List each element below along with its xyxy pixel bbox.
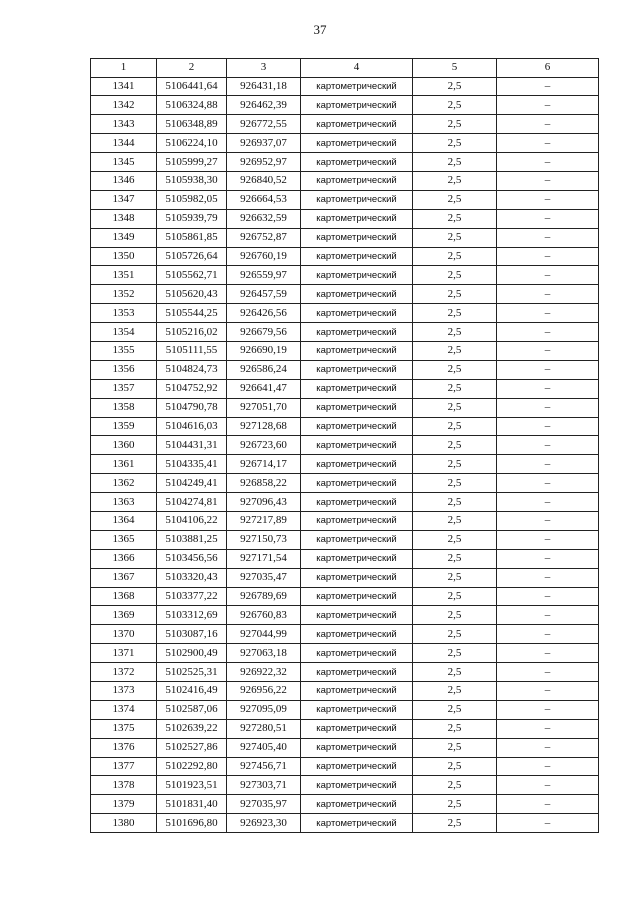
y-coordinate-cell: 926641,47 xyxy=(227,379,301,398)
table-row xyxy=(91,455,599,474)
accuracy-cell: 2,5 xyxy=(413,209,497,228)
accuracy-cell: 2,5 xyxy=(413,814,497,833)
table-row xyxy=(91,511,599,530)
y-coordinate-cell: 926752,87 xyxy=(227,228,301,247)
method-cell: картометрический xyxy=(301,719,413,738)
table-row xyxy=(91,115,599,134)
point-number-cell: 1370 xyxy=(91,625,157,644)
point-number-cell: 1353 xyxy=(91,304,157,323)
note-cell: – xyxy=(497,568,599,587)
column-header-5: 5 xyxy=(413,59,497,78)
note-cell: – xyxy=(497,190,599,209)
accuracy-cell: 2,5 xyxy=(413,134,497,153)
x-coordinate-cell: 5104431,31 xyxy=(157,436,227,455)
x-coordinate-cell: 5105620,43 xyxy=(157,285,227,304)
point-number-cell: 1344 xyxy=(91,134,157,153)
note-cell: – xyxy=(497,700,599,719)
point-number-cell: 1361 xyxy=(91,455,157,474)
column-header-2: 2 xyxy=(157,59,227,78)
table-row xyxy=(91,795,599,814)
accuracy-cell: 2,5 xyxy=(413,625,497,644)
x-coordinate-cell: 5101923,51 xyxy=(157,776,227,795)
y-coordinate-cell: 926586,24 xyxy=(227,360,301,379)
method-cell: картометрический xyxy=(301,134,413,153)
y-coordinate-cell: 926457,59 xyxy=(227,285,301,304)
table-row xyxy=(91,530,599,549)
method-cell: картометрический xyxy=(301,190,413,209)
method-cell: картометрический xyxy=(301,568,413,587)
table-row xyxy=(91,360,599,379)
table-row xyxy=(91,77,599,96)
accuracy-cell: 2,5 xyxy=(413,304,497,323)
accuracy-cell: 2,5 xyxy=(413,795,497,814)
accuracy-cell: 2,5 xyxy=(413,493,497,512)
point-number-cell: 1363 xyxy=(91,493,157,512)
x-coordinate-cell: 5105111,55 xyxy=(157,341,227,360)
point-number-cell: 1360 xyxy=(91,436,157,455)
x-coordinate-cell: 5105726,64 xyxy=(157,247,227,266)
accuracy-cell: 2,5 xyxy=(413,171,497,190)
note-cell: – xyxy=(497,644,599,663)
table-row xyxy=(91,682,599,701)
y-coordinate-cell: 927303,71 xyxy=(227,776,301,795)
y-coordinate-cell: 926679,56 xyxy=(227,323,301,342)
accuracy-cell: 2,5 xyxy=(413,511,497,530)
note-cell: – xyxy=(497,417,599,436)
table-row xyxy=(91,814,599,833)
table-row xyxy=(91,304,599,323)
method-cell: картометрический xyxy=(301,115,413,134)
method-cell: картометрический xyxy=(301,474,413,493)
accuracy-cell: 2,5 xyxy=(413,776,497,795)
y-coordinate-cell: 926937,07 xyxy=(227,134,301,153)
method-cell: картометрический xyxy=(301,96,413,115)
accuracy-cell: 2,5 xyxy=(413,266,497,285)
point-number-cell: 1358 xyxy=(91,398,157,417)
table-row xyxy=(91,171,599,190)
point-number-cell: 1379 xyxy=(91,795,157,814)
page-number: 37 xyxy=(313,22,327,37)
point-number-cell: 1378 xyxy=(91,776,157,795)
point-number-cell: 1359 xyxy=(91,417,157,436)
table-row xyxy=(91,738,599,757)
method-cell: картометрический xyxy=(301,266,413,285)
table-row xyxy=(91,341,599,360)
accuracy-cell: 2,5 xyxy=(413,228,497,247)
method-cell: картометрический xyxy=(301,379,413,398)
note-cell: – xyxy=(497,379,599,398)
accuracy-cell: 2,5 xyxy=(413,96,497,115)
table-row xyxy=(91,266,599,285)
note-cell: – xyxy=(497,153,599,172)
method-cell: картометрический xyxy=(301,247,413,266)
note-cell: – xyxy=(497,474,599,493)
table-row xyxy=(91,436,599,455)
method-cell: картометрический xyxy=(301,171,413,190)
table-row xyxy=(91,247,599,266)
x-coordinate-cell: 5104249,41 xyxy=(157,474,227,493)
accuracy-cell: 2,5 xyxy=(413,398,497,417)
method-cell: картометрический xyxy=(301,757,413,776)
note-cell: – xyxy=(497,814,599,833)
accuracy-cell: 2,5 xyxy=(413,719,497,738)
method-cell: картометрический xyxy=(301,493,413,512)
method-cell: картометрический xyxy=(301,587,413,606)
x-coordinate-cell: 5104106,22 xyxy=(157,511,227,530)
table-row xyxy=(91,587,599,606)
table-row xyxy=(91,663,599,682)
method-cell: картометрический xyxy=(301,209,413,228)
y-coordinate-cell: 927044,99 xyxy=(227,625,301,644)
method-cell: картометрический xyxy=(301,682,413,701)
point-number-cell: 1362 xyxy=(91,474,157,493)
point-number-cell: 1348 xyxy=(91,209,157,228)
y-coordinate-cell: 927096,43 xyxy=(227,493,301,512)
y-coordinate-cell: 926664,53 xyxy=(227,190,301,209)
point-number-cell: 1357 xyxy=(91,379,157,398)
method-cell: картометрический xyxy=(301,625,413,644)
point-number-cell: 1343 xyxy=(91,115,157,134)
column-header-6: 6 xyxy=(497,59,599,78)
y-coordinate-cell: 926723,60 xyxy=(227,436,301,455)
x-coordinate-cell: 5105216,02 xyxy=(157,323,227,342)
note-cell: – xyxy=(497,549,599,568)
accuracy-cell: 2,5 xyxy=(413,474,497,493)
note-cell: – xyxy=(497,171,599,190)
note-cell: – xyxy=(497,228,599,247)
x-coordinate-cell: 5105562,71 xyxy=(157,266,227,285)
y-coordinate-cell: 927217,89 xyxy=(227,511,301,530)
x-coordinate-cell: 5103881,25 xyxy=(157,530,227,549)
x-coordinate-cell: 5104790,78 xyxy=(157,398,227,417)
y-coordinate-cell: 926772,55 xyxy=(227,115,301,134)
note-cell: – xyxy=(497,266,599,285)
method-cell: картометрический xyxy=(301,341,413,360)
method-cell: картометрический xyxy=(301,738,413,757)
accuracy-cell: 2,5 xyxy=(413,153,497,172)
note-cell: – xyxy=(497,285,599,304)
x-coordinate-cell: 5103320,43 xyxy=(157,568,227,587)
y-coordinate-cell: 926426,56 xyxy=(227,304,301,323)
accuracy-cell: 2,5 xyxy=(413,115,497,134)
y-coordinate-cell: 927171,54 xyxy=(227,549,301,568)
x-coordinate-cell: 5102900,49 xyxy=(157,644,227,663)
accuracy-cell: 2,5 xyxy=(413,417,497,436)
x-coordinate-cell: 5101696,80 xyxy=(157,814,227,833)
x-coordinate-cell: 5105544,25 xyxy=(157,304,227,323)
y-coordinate-cell: 927095,09 xyxy=(227,700,301,719)
point-number-cell: 1349 xyxy=(91,228,157,247)
table-row xyxy=(91,568,599,587)
point-number-cell: 1350 xyxy=(91,247,157,266)
column-header-3: 3 xyxy=(227,59,301,78)
table-row xyxy=(91,700,599,719)
point-number-cell: 1345 xyxy=(91,153,157,172)
method-cell: картометрический xyxy=(301,398,413,417)
point-number-cell: 1356 xyxy=(91,360,157,379)
method-cell: картометрический xyxy=(301,304,413,323)
accuracy-cell: 2,5 xyxy=(413,606,497,625)
table-row xyxy=(91,417,599,436)
method-cell: картометрический xyxy=(301,436,413,455)
method-cell: картометрический xyxy=(301,285,413,304)
accuracy-cell: 2,5 xyxy=(413,247,497,266)
note-cell: – xyxy=(497,530,599,549)
y-coordinate-cell: 926632,59 xyxy=(227,209,301,228)
method-cell: картометрический xyxy=(301,228,413,247)
x-coordinate-cell: 5105861,85 xyxy=(157,228,227,247)
method-cell: картометрический xyxy=(301,77,413,96)
accuracy-cell: 2,5 xyxy=(413,455,497,474)
accuracy-cell: 2,5 xyxy=(413,757,497,776)
note-cell: – xyxy=(497,247,599,266)
y-coordinate-cell: 927051,70 xyxy=(227,398,301,417)
accuracy-cell: 2,5 xyxy=(413,285,497,304)
x-coordinate-cell: 5102527,86 xyxy=(157,738,227,757)
y-coordinate-cell: 926858,22 xyxy=(227,474,301,493)
point-number-cell: 1369 xyxy=(91,606,157,625)
note-cell: – xyxy=(497,455,599,474)
y-coordinate-cell: 926789,69 xyxy=(227,587,301,606)
accuracy-cell: 2,5 xyxy=(413,323,497,342)
table-row xyxy=(91,323,599,342)
note-cell: – xyxy=(497,341,599,360)
point-number-cell: 1347 xyxy=(91,190,157,209)
method-cell: картометрический xyxy=(301,814,413,833)
y-coordinate-cell: 927150,73 xyxy=(227,530,301,549)
y-coordinate-cell: 926956,22 xyxy=(227,682,301,701)
note-cell: – xyxy=(497,606,599,625)
table-row xyxy=(91,644,599,663)
x-coordinate-cell: 5103377,22 xyxy=(157,587,227,606)
method-cell: картометрический xyxy=(301,549,413,568)
table-header-row xyxy=(91,59,599,78)
x-coordinate-cell: 5103456,56 xyxy=(157,549,227,568)
table-row xyxy=(91,209,599,228)
y-coordinate-cell: 927128,68 xyxy=(227,417,301,436)
column-header-4: 4 xyxy=(301,59,413,78)
y-coordinate-cell: 926559,97 xyxy=(227,266,301,285)
accuracy-cell: 2,5 xyxy=(413,587,497,606)
point-number-cell: 1351 xyxy=(91,266,157,285)
y-coordinate-cell: 927035,97 xyxy=(227,795,301,814)
note-cell: – xyxy=(497,115,599,134)
point-number-cell: 1342 xyxy=(91,96,157,115)
y-coordinate-cell: 926952,97 xyxy=(227,153,301,172)
point-number-cell: 1364 xyxy=(91,511,157,530)
point-number-cell: 1377 xyxy=(91,757,157,776)
table-row xyxy=(91,757,599,776)
table-row xyxy=(91,606,599,625)
y-coordinate-cell: 926923,30 xyxy=(227,814,301,833)
note-cell: – xyxy=(497,360,599,379)
x-coordinate-cell: 5105939,79 xyxy=(157,209,227,228)
method-cell: картометрический xyxy=(301,606,413,625)
accuracy-cell: 2,5 xyxy=(413,341,497,360)
x-coordinate-cell: 5104752,92 xyxy=(157,379,227,398)
y-coordinate-cell: 926714,17 xyxy=(227,455,301,474)
note-cell: – xyxy=(497,77,599,96)
table-row xyxy=(91,285,599,304)
table-row xyxy=(91,190,599,209)
y-coordinate-cell: 926690,19 xyxy=(227,341,301,360)
point-number-cell: 1373 xyxy=(91,682,157,701)
x-coordinate-cell: 5102639,22 xyxy=(157,719,227,738)
note-cell: – xyxy=(497,795,599,814)
accuracy-cell: 2,5 xyxy=(413,77,497,96)
table-row xyxy=(91,96,599,115)
table-row xyxy=(91,493,599,512)
note-cell: – xyxy=(497,776,599,795)
x-coordinate-cell: 5106441,64 xyxy=(157,77,227,96)
column-header-1: 1 xyxy=(91,59,157,78)
x-coordinate-cell: 5105999,27 xyxy=(157,153,227,172)
x-coordinate-cell: 5106224,10 xyxy=(157,134,227,153)
note-cell: – xyxy=(497,682,599,701)
point-number-cell: 1374 xyxy=(91,700,157,719)
y-coordinate-cell: 926760,19 xyxy=(227,247,301,266)
point-number-cell: 1366 xyxy=(91,549,157,568)
method-cell: картометрический xyxy=(301,511,413,530)
accuracy-cell: 2,5 xyxy=(413,379,497,398)
accuracy-cell: 2,5 xyxy=(413,360,497,379)
note-cell: – xyxy=(497,757,599,776)
accuracy-cell: 2,5 xyxy=(413,644,497,663)
point-number-cell: 1367 xyxy=(91,568,157,587)
table-row xyxy=(91,474,599,493)
point-number-cell: 1380 xyxy=(91,814,157,833)
table-body xyxy=(91,77,599,833)
x-coordinate-cell: 5102416,49 xyxy=(157,682,227,701)
y-coordinate-cell: 926760,83 xyxy=(227,606,301,625)
method-cell: картометрический xyxy=(301,776,413,795)
note-cell: – xyxy=(497,625,599,644)
note-cell: – xyxy=(497,587,599,606)
x-coordinate-cell: 5106348,89 xyxy=(157,115,227,134)
y-coordinate-cell: 927035,47 xyxy=(227,568,301,587)
x-coordinate-cell: 5104274,81 xyxy=(157,493,227,512)
y-coordinate-cell: 927280,51 xyxy=(227,719,301,738)
y-coordinate-cell: 926840,52 xyxy=(227,171,301,190)
note-cell: – xyxy=(497,436,599,455)
accuracy-cell: 2,5 xyxy=(413,568,497,587)
point-number-cell: 1365 xyxy=(91,530,157,549)
coordinates-table xyxy=(90,58,599,833)
note-cell: – xyxy=(497,304,599,323)
y-coordinate-cell: 927063,18 xyxy=(227,644,301,663)
x-coordinate-cell: 5102292,80 xyxy=(157,757,227,776)
accuracy-cell: 2,5 xyxy=(413,530,497,549)
point-number-cell: 1375 xyxy=(91,719,157,738)
point-number-cell: 1346 xyxy=(91,171,157,190)
point-number-cell: 1371 xyxy=(91,644,157,663)
x-coordinate-cell: 5105938,30 xyxy=(157,171,227,190)
table-row xyxy=(91,398,599,417)
table-row xyxy=(91,134,599,153)
table-row xyxy=(91,153,599,172)
method-cell: картометрический xyxy=(301,323,413,342)
accuracy-cell: 2,5 xyxy=(413,738,497,757)
point-number-cell: 1355 xyxy=(91,341,157,360)
note-cell: – xyxy=(497,511,599,530)
table-row xyxy=(91,719,599,738)
table-row xyxy=(91,625,599,644)
table-row xyxy=(91,228,599,247)
y-coordinate-cell: 927405,40 xyxy=(227,738,301,757)
accuracy-cell: 2,5 xyxy=(413,190,497,209)
point-number-cell: 1352 xyxy=(91,285,157,304)
x-coordinate-cell: 5105982,05 xyxy=(157,190,227,209)
note-cell: – xyxy=(497,493,599,512)
point-number-cell: 1341 xyxy=(91,77,157,96)
table-row xyxy=(91,549,599,568)
note-cell: – xyxy=(497,134,599,153)
note-cell: – xyxy=(497,398,599,417)
x-coordinate-cell: 5103087,16 xyxy=(157,625,227,644)
x-coordinate-cell: 5101831,40 xyxy=(157,795,227,814)
method-cell: картометрический xyxy=(301,153,413,172)
accuracy-cell: 2,5 xyxy=(413,700,497,719)
table-row xyxy=(91,379,599,398)
x-coordinate-cell: 5104335,41 xyxy=(157,455,227,474)
y-coordinate-cell: 926922,32 xyxy=(227,663,301,682)
point-number-cell: 1376 xyxy=(91,738,157,757)
y-coordinate-cell: 926462,39 xyxy=(227,96,301,115)
method-cell: картометрический xyxy=(301,644,413,663)
x-coordinate-cell: 5102587,06 xyxy=(157,700,227,719)
x-coordinate-cell: 5104824,73 xyxy=(157,360,227,379)
method-cell: картометрический xyxy=(301,455,413,474)
note-cell: – xyxy=(497,719,599,738)
x-coordinate-cell: 5102525,31 xyxy=(157,663,227,682)
point-number-cell: 1372 xyxy=(91,663,157,682)
note-cell: – xyxy=(497,209,599,228)
accuracy-cell: 2,5 xyxy=(413,682,497,701)
x-coordinate-cell: 5103312,69 xyxy=(157,606,227,625)
y-coordinate-cell: 927456,71 xyxy=(227,757,301,776)
note-cell: – xyxy=(497,738,599,757)
accuracy-cell: 2,5 xyxy=(413,549,497,568)
method-cell: картометрический xyxy=(301,795,413,814)
x-coordinate-cell: 5104616,03 xyxy=(157,417,227,436)
point-number-cell: 1354 xyxy=(91,323,157,342)
method-cell: картометрический xyxy=(301,700,413,719)
method-cell: картометрический xyxy=(301,530,413,549)
table-row xyxy=(91,776,599,795)
method-cell: картометрический xyxy=(301,663,413,682)
note-cell: – xyxy=(497,96,599,115)
accuracy-cell: 2,5 xyxy=(413,436,497,455)
note-cell: – xyxy=(497,323,599,342)
method-cell: картометрический xyxy=(301,360,413,379)
note-cell: – xyxy=(497,663,599,682)
point-number-cell: 1368 xyxy=(91,587,157,606)
x-coordinate-cell: 5106324,88 xyxy=(157,96,227,115)
y-coordinate-cell: 926431,18 xyxy=(227,77,301,96)
accuracy-cell: 2,5 xyxy=(413,663,497,682)
method-cell: картометрический xyxy=(301,417,413,436)
